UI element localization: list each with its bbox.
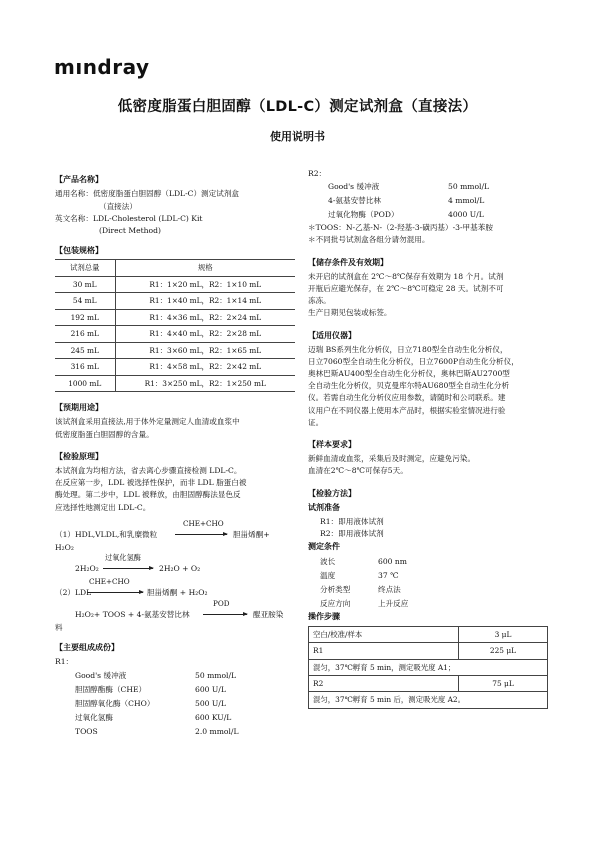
reaction-3-left: （2）LDL [55,587,92,597]
steps-r2-label: R2 [309,676,459,692]
reaction-4-enzyme: POD [213,598,230,608]
principle-line-1: 本试剂盒为均相方法，省去离心步骤直接检测 LDL-C。 [55,466,242,476]
sample-line-1: 新鲜血清或血浆，采集后及时测定，应避免污染。 [308,454,476,464]
storage-line-1: 未开启的试剂盒在 2℃～8℃保存有效期为 18 个月。试剂 [308,271,504,281]
principle-line-4: 应选择性地测定出 LDL-C。 [55,502,151,512]
reaction-2-enzyme: 过氧化氢酶 [105,552,141,562]
packaging-total: 30 mL [55,276,115,292]
steps-mix1: 混匀，37℃孵育 5 min，测定吸光度 A1； [309,659,548,675]
composition-item [55,697,295,711]
steps-mix2: 混匀，37℃孵育 5 min 后，测定吸光度 A2。 [309,692,548,708]
reagent-prep-heading: 试剂准备 [308,502,340,512]
composition-item [55,725,295,739]
packaging-spec: R1：4×58 mL，R2：2×42 mL [115,359,295,375]
sample-heading: 【样本要求】 [308,439,356,449]
condition-item [308,597,548,611]
steps-table [308,626,548,709]
composition-item-value: 2.0 mmol/L [195,726,239,736]
steps-sample-label: 空白/校准/样本 [309,626,459,642]
principle-line-3: 酶处理。第二步中，LDL 被释放，由胆固醇酶法显色反 [55,490,241,500]
packaging-total: 316 mL [55,359,115,375]
composition-item-value: 50 mmol/L [195,670,237,680]
steps-sample-volume: 3 μL [459,626,548,642]
reaction-3-enzyme: CHE+CHO [89,576,130,586]
reaction-2-arrow [103,568,153,569]
packaging-table [55,259,295,392]
packaging-row [55,375,295,391]
composition-item [55,711,295,725]
instruments-line-4: 全自动生化分析仪，贝克曼库尔特AU680型全自动生化分析 [308,381,510,391]
reaction-1-right: 胆甾烯酮+ [233,529,270,539]
packaging-row [55,276,295,292]
steps-row-mix2 [309,692,548,708]
conditions-heading: 测定条件 [308,541,340,551]
composition-item-name: 过氧化物酶（POD） [328,210,399,220]
packaging-col-total: 试剂总量 [55,260,115,276]
composition-item [55,669,295,683]
storage-line-3: 冻冻。 [308,296,331,306]
condition-value: 上升反应 [378,599,409,609]
packaging-header-row [55,260,295,276]
composition-note-1: ＊TOOS：N-乙基-N-（2-羟基-3-磺丙基）-3-甲基苯胺 [308,223,493,233]
composition-item-value: 4000 U/L [448,210,484,220]
composition-item [55,683,295,697]
sample-line-2: 血清在2℃～8℃可保存5天。 [308,466,408,476]
packaging-row [55,342,295,358]
reaction-1 [55,520,295,542]
condition-key: 波长 [320,557,336,567]
composition-note-2: ＊不同批号试剂盒各组分请勿混用。 [308,235,430,245]
instruments-line-2: 日立7060型全自动生化分析仪，日立7600P自动生化分析仪， [308,357,519,367]
packaging-total: 216 mL [55,326,115,342]
packaging-total: 192 mL [55,309,115,325]
condition-value: 600 nm [378,557,407,567]
composition-item-name: 胆固醇酯酶（CHE） [75,684,147,694]
composition-heading: 【主要组成成份】 [55,643,119,652]
common-name-method: （直接法） [99,201,137,211]
intended-use-line-2: 低密度脂蛋白胆固醇的含量。 [55,429,154,439]
packaging-spec: R1：3×60 mL，R2：1×65 mL [115,342,295,358]
packaging-row [55,359,295,375]
english-name-value: LDL-Cholesterol (LDL-C) Kit [92,213,203,223]
document-title: 低密度脂蛋白胆固醇（LDL-C）测定试剂盒（直接法） [117,99,478,115]
common-name-line [55,188,295,200]
storage-line-4: 生产日期见包装或标签。 [308,308,392,318]
packaging-row [55,293,295,309]
intended-use-heading: 【预期用途】 [55,403,103,413]
packaging-spec: R1：1×20 mL，R2：1×10 mL [115,276,295,292]
condition-value: 37 ℃ [378,571,399,581]
reaction-4-arrow [203,614,247,615]
packaging-spec: R1：4×36 mL，R2：2×24 mL [115,309,295,325]
composition-item [308,194,548,208]
storage-heading: 【储存条件及有效期】 [308,257,388,267]
composition-item-value: 600 KU/L [195,712,232,722]
composition-r1-list [55,669,295,739]
packaging-col-spec: 规格 [115,260,295,276]
english-name-method: (Direct Method) [99,225,161,235]
condition-key: 反应方向 [320,599,351,609]
composition-item-name: Good's 缓冲液 [75,670,127,680]
method-heading: 【检验方法】 [308,488,356,498]
packaging-total: 245 mL [55,342,115,358]
instruments-line-7: 证。 [308,417,324,427]
principle-heading: 【检验原理】 [55,451,103,461]
english-name-label: 英文名称： [55,213,93,223]
steps-r1-volume: 225 μL [459,643,548,659]
reagent-prep-line-1: R1：即用液体试剂 [320,517,384,527]
composition-item-name: Good's 缓冲液 [328,182,380,192]
composition-item [308,208,548,222]
reaction-1-continued: H₂O₂ [55,542,74,552]
condition-item [308,569,548,583]
reaction-3 [55,578,295,600]
instruments-line-3: 奥林巴斯AU400型全自动生化分析仪，奥林巴斯AU2700型 [308,369,510,379]
document-subtitle: 使用说明书 [270,130,325,143]
packaging-row [55,309,295,325]
packaging-spec: R1：1×40 mL，R2：1×14 mL [115,293,295,309]
composition-item-value: 600 U/L [195,684,226,694]
conditions-list [308,555,548,611]
condition-key: 温度 [320,571,336,581]
reaction-2-left: 2H₂O₂ [75,563,99,573]
left-column [55,168,295,739]
reagent-prep-line-2: R2：即用液体试剂 [320,529,384,539]
storage-line-2: 开瓶后应避光保存，在 2℃～8℃可稳定 28 天。试剂不可 [308,284,504,294]
condition-item [308,583,548,597]
intended-use-line-1: 该试剂盒采用直接法,用于体外定量测定人血清或血浆中 [55,417,240,427]
brand-logo: mındray [54,55,150,79]
instruments-line-6: 议用户在不同仪器上使用本产品时，根据实验室情况进行验 [308,405,506,415]
instruments-line-1: 迈瑞 BS系列生化分析仪，日立7180型全自动生化分析仪， [308,344,508,354]
composition-item-value: 50 mmol/L [448,182,490,192]
composition-item-value: 4 mmol/L [448,196,485,206]
reaction-4-continued: 料 [55,622,63,632]
steps-row-mix1 [309,659,548,675]
steps-r1-label: R1 [309,643,459,659]
steps-row-r1 [309,643,548,659]
steps-heading: 操作步骤 [308,612,340,622]
packaging-total: 54 mL [55,293,115,309]
right-column [308,168,548,709]
composition-item-name: 胆固醇氧化酶（CHO） [75,698,155,708]
composition-item-name: TOOS [75,726,98,736]
reaction-1-arrow [175,534,227,535]
reaction-4-right: 醌亚胺染 [253,609,284,619]
packaging-heading: 【包装规格】 [55,245,103,255]
composition-r1-label: R1： [55,657,74,667]
steps-r2-volume: 75 μL [459,676,548,692]
instruments-line-5: 仪。若需自动生化分析仪应用参数，请随时和公司联系。建 [308,393,506,403]
composition-item-name: 过氧化氢酶 [75,712,113,722]
composition-r2-list [308,180,548,222]
packaging-row [55,326,295,342]
common-name-value: 低密度脂蛋白胆固醇（LDL-C）测定试剂盒 [92,189,240,199]
product-name-heading: 【产品名称】 [55,175,103,184]
composition-item-value: 500 U/L [195,698,226,708]
composition-r2-label: R2： [308,169,327,178]
reaction-3-arrow [87,592,143,593]
reaction-2 [55,554,295,576]
reaction-2-right: 2H₂O + O₂ [159,563,201,573]
reaction-3-right: 胆甾烯酮 + H₂O₂ [147,587,208,597]
condition-value: 终点法 [378,585,401,595]
composition-item [308,180,548,194]
composition-item-name: 4-氨基安替比林 [328,196,381,206]
packaging-spec: R1：3×250 mL，R2：1×250 mL [115,375,295,391]
common-name-label: 通用名称： [55,189,93,199]
principle-line-2: 在反应第一步，LDL 被选择性保护，而非 LDL 脂蛋白被 [55,478,247,488]
reaction-1-enzyme: CHE+CHO [183,518,224,528]
condition-key: 分析类型 [320,585,351,595]
reaction-4 [55,600,295,622]
steps-row-sample [309,626,548,642]
reaction-1-left: （1）HDL,VLDL,和乳糜微粒 [55,529,158,539]
packaging-total: 1000 mL [55,375,115,391]
english-name-line [55,213,295,225]
steps-row-r2 [309,676,548,692]
condition-item [308,555,548,569]
instruments-heading: 【适用仪器】 [308,330,356,340]
reaction-4-left: H₂O₂+ TOOS + 4-氨基安替比林 [75,609,190,619]
packaging-spec: R1：4×40 mL，R2：2×28 mL [115,326,295,342]
